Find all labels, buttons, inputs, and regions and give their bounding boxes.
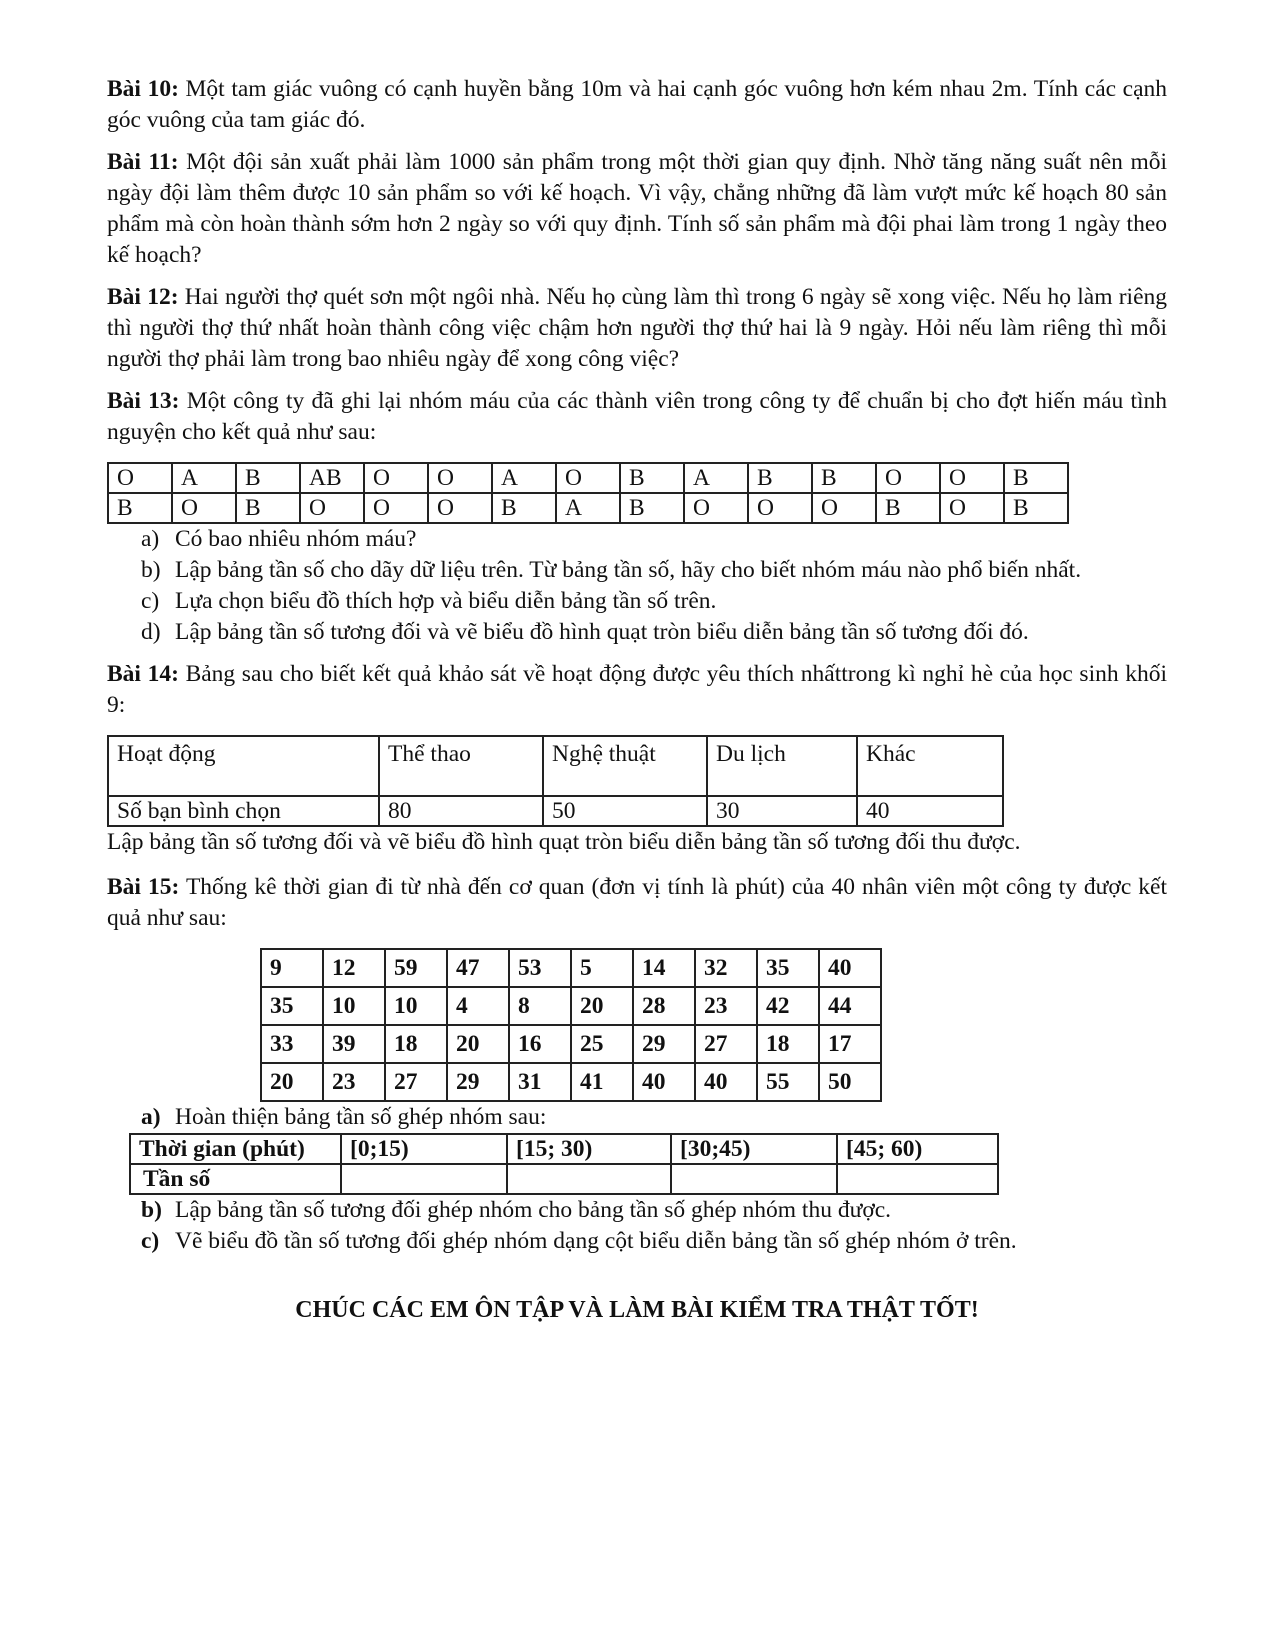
exercise-13-item-d: [107, 617, 1167, 648]
item-text: Lập bảng tần số cho dãy dữ liệu trên. Từ bảng tần số, hãy cho biết nhóm máu nào phổ biến nhất.: [175, 557, 1082, 583]
table-row: [108, 493, 1068, 523]
grouped-cell: [15; 30): [507, 1134, 671, 1164]
survey-cell: Du lịch: [707, 736, 857, 796]
grouped-cell: [30;45): [671, 1134, 837, 1164]
survey-cell: 50: [543, 796, 707, 826]
survey-cell: Thể thao: [379, 736, 543, 796]
exercise-13-text: Một công ty đã ghi lại nhóm máu của các thành viên trong công ty để chuẩn bị cho đợt hiến máu tình nguyện cho kết quả như sau:: [107, 388, 1168, 445]
blood-type-cell: B: [748, 463, 812, 493]
blood-type-cell: A: [492, 463, 556, 493]
item-label: a): [141, 1104, 161, 1130]
table-row: [261, 987, 881, 1025]
exercise-12: [107, 282, 1167, 375]
item-label: b): [141, 557, 161, 583]
survey-cell: Khác: [857, 736, 1003, 796]
survey-cell: 80: [379, 796, 543, 826]
commute-time-cell: 40: [633, 1063, 695, 1101]
blood-type-cell: O: [876, 463, 940, 493]
commute-time-cell: 47: [447, 949, 509, 987]
table-row: [261, 949, 881, 987]
blood-type-cell: B: [876, 493, 940, 523]
commute-time-cell: 27: [385, 1063, 447, 1101]
exercise-13-label: Bài 13:: [107, 388, 180, 414]
commute-time-cell: 20: [261, 1063, 323, 1101]
commute-time-cell: 14: [633, 949, 695, 987]
commute-time-cell: 59: [385, 949, 447, 987]
worksheet-page: [107, 74, 1167, 1350]
grouped-blank-cell: [341, 1164, 507, 1194]
commute-time-cell: 10: [323, 987, 385, 1025]
blood-type-cell: B: [620, 493, 684, 523]
commute-time-cell: 29: [447, 1063, 509, 1101]
blood-type-cell: B: [236, 463, 300, 493]
blood-type-cell: B: [812, 463, 876, 493]
commute-time-cell: 25: [571, 1025, 633, 1063]
blood-type-cell: O: [428, 493, 492, 523]
exercise-11-label: Bài 11:: [107, 149, 179, 175]
commute-time-cell: 10: [385, 987, 447, 1025]
exercise-15-label: Bài 15:: [107, 874, 180, 900]
item-text: Vẽ biểu đồ tần số tương đối ghép nhóm dạng cột biểu diễn bảng tần số ghép nhóm ở trên.: [175, 1228, 1017, 1254]
blood-type-cell: B: [1004, 463, 1068, 493]
exercise-15-item-b: [107, 1195, 1167, 1226]
exercise-10-text: Một tam giác vuông có cạnh huyền bằng 10m và hai cạnh góc vuông hơn kém nhau 2m. Tính các cạnh góc vuông của tam giác đó.: [107, 76, 1168, 133]
exercise-12-label: Bài 12:: [107, 284, 179, 310]
commute-time-cell: 32: [695, 949, 757, 987]
commute-time-cell: 18: [385, 1025, 447, 1063]
commute-time-cell: 27: [695, 1025, 757, 1063]
item-label: b): [141, 1197, 162, 1223]
exercise-14-task: Lập bảng tần số tương đối và vẽ biểu đồ hình quạt tròn biểu diễn bảng tần số tương đối thu được.: [107, 829, 1021, 855]
item-label: d): [141, 619, 161, 645]
commute-time-cell: 4: [447, 987, 509, 1025]
exercise-13: [107, 386, 1167, 448]
commute-time-cell: 20: [447, 1025, 509, 1063]
blood-type-cell: O: [300, 493, 364, 523]
grouped-cell: [45; 60): [837, 1134, 998, 1164]
table-row: [261, 1063, 881, 1101]
grouped-blank-cell: [671, 1164, 837, 1194]
exercise-15-item-a: [107, 1102, 1167, 1133]
commute-time-table-body: [261, 949, 881, 1101]
table-row: [108, 463, 1068, 493]
commute-time-cell: 53: [509, 949, 571, 987]
exercise-13-item-a: [107, 524, 1167, 555]
blood-type-cell: B: [108, 493, 172, 523]
blood-type-cell: A: [684, 463, 748, 493]
commute-time-cell: 42: [757, 987, 819, 1025]
item-text: Có bao nhiêu nhóm máu?: [175, 526, 417, 552]
exercise-13-questions: [107, 524, 1167, 648]
survey-cell: 30: [707, 796, 857, 826]
commute-time-cell: 29: [633, 1025, 695, 1063]
closing-message: CHÚC CÁC EM ÔN TẬP VÀ LÀM BÀI KIỂM TRA THẬT TỐT!: [295, 1297, 979, 1323]
commute-time-cell: 50: [819, 1063, 881, 1101]
commute-time-cell: 33: [261, 1025, 323, 1063]
item-label: c): [141, 1228, 160, 1254]
grouped-blank-cell: [837, 1164, 998, 1194]
item-text: Lập bảng tần số tương đối và vẽ biểu đồ hình quạt tròn biểu diễn bảng tần số tương đối đó.: [175, 619, 1029, 645]
blood-type-cell: AB: [300, 463, 364, 493]
exercise-14-text: Bảng sau cho biết kết quả khảo sát về hoạt động được yêu thích nhấttrong kì nghỉ hè của học sinh khối 9:: [107, 661, 1168, 718]
blood-type-cell: O: [748, 493, 812, 523]
commute-time-cell: 40: [819, 949, 881, 987]
blood-type-cell: B: [236, 493, 300, 523]
blood-type-cell: O: [364, 493, 428, 523]
exercise-12-text: Hai người thợ quét sơn một ngôi nhà. Nếu họ cùng làm thì trong 6 ngày sẽ xong việc. Nếu họ làm riêng thì người thợ thứ nhất hoàn thành công việc chậm hơn người thợ thứ hai là 9 ngày. Hỏi nếu làm riêng thì mỗi người thợ phải làm trong bao nhiêu ngày để xong công việc?: [107, 284, 1168, 372]
commute-time-cell: 5: [571, 949, 633, 987]
commute-time-cell: 35: [757, 949, 819, 987]
blood-type-cell: O: [556, 463, 620, 493]
exercise-11: [107, 147, 1167, 271]
table-row: [261, 1025, 881, 1063]
item-label: c): [141, 588, 160, 614]
commute-time-cell: 41: [571, 1063, 633, 1101]
commute-time-cell: 35: [261, 987, 323, 1025]
item-label: a): [141, 526, 160, 552]
exercise-13-item-c: [107, 586, 1167, 617]
commute-time-cell: 17: [819, 1025, 881, 1063]
blood-type-cell: B: [1004, 493, 1068, 523]
commute-time-cell: 31: [509, 1063, 571, 1101]
blood-type-cell: B: [620, 463, 684, 493]
exercise-15: [107, 872, 1167, 934]
exercise-15-text: Thống kê thời gian đi từ nhà đến cơ quan (đơn vị tính là phút) của 40 nhân viên một công ty được kết quả như sau:: [107, 874, 1168, 931]
survey-cell: Nghệ thuật: [543, 736, 707, 796]
grouped-cell: Thời gian (phút): [130, 1134, 341, 1164]
commute-time-cell: 55: [757, 1063, 819, 1101]
commute-time-cell: 28: [633, 987, 695, 1025]
grouped-frequency-table: [129, 1133, 999, 1195]
survey-cell: Số bạn bình chọn: [108, 796, 379, 826]
blood-type-cell: O: [108, 463, 172, 493]
exercise-11-text: Một đội sản xuất phải làm 1000 sản phẩm trong một thời gian quy định. Nhờ tăng năng suất nên mỗi ngày đội làm thêm được 10 sản phẩm so với kế hoạch. Vì vậy, chẳng những đã làm vượt mức kế hoạch 80 sản phẩm mà còn hoàn thành sớm hơn 2 ngày so với quy định. Tính số sản phẩm mà đội phai làm trong 1 ngày theo kế hoạch?: [107, 149, 1168, 268]
blood-type-cell: A: [172, 463, 236, 493]
blood-type-cell: O: [812, 493, 876, 523]
grouped-blank-cell: [507, 1164, 671, 1194]
blood-type-cell: O: [428, 463, 492, 493]
commute-time-cell: 18: [757, 1025, 819, 1063]
grouped-cell: Tần số: [130, 1164, 341, 1194]
exercise-14: [107, 659, 1167, 721]
commute-time-cell: 23: [695, 987, 757, 1025]
exercise-14-label: Bài 14:: [107, 661, 179, 687]
blood-type-cell: A: [556, 493, 620, 523]
exercise-13-item-b: [107, 555, 1167, 586]
item-text: Lựa chọn biểu đồ thích hợp và biểu diễn bảng tần số trên.: [175, 588, 717, 614]
exercise-10-label: Bài 10:: [107, 76, 179, 102]
grouped-header-row: [130, 1134, 998, 1164]
commute-time-cell: 23: [323, 1063, 385, 1101]
commute-time-cell: 20: [571, 987, 633, 1025]
item-text: Hoàn thiện bảng tần số ghép nhóm sau:: [175, 1104, 547, 1130]
commute-time-table: [260, 948, 882, 1102]
survey-cell: Hoạt động: [108, 736, 379, 796]
commute-time-cell: 12: [323, 949, 385, 987]
blood-type-cell: O: [684, 493, 748, 523]
blood-type-table-body: [108, 463, 1068, 523]
exercise-10: [107, 74, 1167, 136]
commute-time-cell: 44: [819, 987, 881, 1025]
survey-cell: 40: [857, 796, 1003, 826]
survey-value-row: [108, 796, 1003, 826]
commute-time-cell: 16: [509, 1025, 571, 1063]
commute-time-cell: 8: [509, 987, 571, 1025]
activity-survey-table: [107, 735, 1004, 827]
commute-time-cell: 9: [261, 949, 323, 987]
item-text: Lập bảng tần số tương đối ghép nhóm cho bảng tần số ghép nhóm thu được.: [175, 1197, 892, 1223]
commute-time-cell: 39: [323, 1025, 385, 1063]
survey-header-row: [108, 736, 1003, 796]
blood-type-table: [107, 462, 1069, 524]
blood-type-cell: O: [172, 493, 236, 523]
grouped-cell: [0;15): [341, 1134, 507, 1164]
blood-type-cell: O: [364, 463, 428, 493]
blood-type-cell: O: [940, 493, 1004, 523]
blood-type-cell: B: [492, 493, 556, 523]
exercise-15-item-c: [107, 1226, 1167, 1257]
grouped-frequency-row: [130, 1164, 998, 1194]
blood-type-cell: O: [940, 463, 1004, 493]
commute-time-cell: 40: [695, 1063, 757, 1101]
